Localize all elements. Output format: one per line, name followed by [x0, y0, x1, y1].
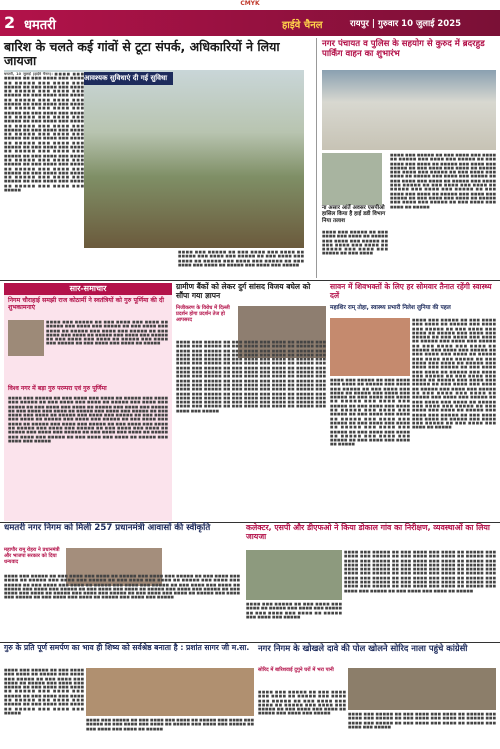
- guru-text2: ■■■■ ■■■ ■■■■■ ■■ ■■■ ■■■■ ■■■ ■■■■ ■■ ■■■■■ ■■■ ■■■■ ■■■ ■■■■■ ■■ ■■■ ■■■■ ■■■ ■■■■ ■■ ■■■■■ ■■■ ■■■■ ■■■ ■■■■■ ■■ ■■■ ■■■■ ■■■ ■■■■ ■■ ■■■■■: [86, 718, 254, 731]
- page-number: 2: [4, 13, 16, 32]
- samachar-item1-head: निगम चौराहाई समझी राज कोठार्मी ने स्वतंत्रियों को गुरु पूर्णिमा की दी शुभकामनाएं: [8, 297, 164, 312]
- lead-text-tail: ■■■■ ■■■ ■■■■■ ■■ ■■■ ■■■■ ■■■ ■■■■ ■■ ■■■■■ ■■■ ■■■■ ■■■ ■■■■■ ■■ ■■■ ■■■■ ■■■ ■■■■ ■■ ■■■■■ ■■■ ■■■■ ■■■ ■■■■■ ■■ ■■■ ■■■■ ■■■ ■■■■ ■■ ■■■■■ ■■■ ■■■■ ■■■ ■■■■■: [178, 250, 304, 267]
- guru-photo: [86, 668, 254, 716]
- awas-text: ■■■■ ■■■ ■■■■■ ■■ ■■■ ■■■■ ■■■ ■■■■ ■■ ■■■■■ ■■■ ■■■■ ■■■ ■■■■■ ■■ ■■■ ■■■■ ■■■ ■■■■ ■■ ■■■■■ ■■■ ■■■■ ■■■ ■■■■■ ■■ ■■■ ■■■■ ■■■ ■■■■ ■■ ■■■■■ ■■■ ■■■■ ■■■ ■■■■■ ■■ ■■■ ■■■■ ■■■ ■■■■ ■■ ■■■■■ ■■■ ■■■■ ■■■ ■■■■■ ■■ ■■■ ■■■■ ■■■ ■■■■ ■■ ■■■■■ ■■■ ■■■■ ■■■ ■■■■■ ■■ ■■■ ■■■■ ■■■ ■■■■ ■■ ■■■■■ ■■■ ■■■■ ■■■ ■■■■■ ■■ ■■■ ■■■■ ■■■ ■■■■ ■■ ■■■■■ ■■■ ■■■■ ■■■ ■■■■■ ■■ ■■■ ■■■■ ■■■ ■■■■ ■■ ■■■■■ ■■■ ■■■■ ■■■ ■■■■■ ■■ ■■■ ■■■■ ■■■ ■■■■ ■■ ■■■■■ ■■■ ■■■■ ■■■ ■■■■■: [4, 574, 240, 600]
- issue-date: रायपुर | गुरुवार 10 जुलाई 2025: [350, 19, 462, 29]
- right-mid-headline: ना असार आंतें अवसर एसपीओ हासिल किया है हाई डडी विभाग निया तलाश: [322, 205, 386, 224]
- top-color-bar: [0, 0, 500, 10]
- collector-text2: ■■■■ ■■■ ■■■■■ ■■ ■■■ ■■■■ ■■■ ■■■■ ■■ ■■■■■ ■■■ ■■■■ ■■■ ■■■■■ ■■ ■■■ ■■■■ ■■■ ■■■■ ■■ ■■■■■ ■■■ ■■■■ ■■■ ■■■■■: [246, 602, 342, 619]
- samachar-label: सार-समाचार: [4, 283, 172, 295]
- samachar-item2-text: ■■■■ ■■■ ■■■■■ ■■ ■■■ ■■■■ ■■■ ■■■■ ■■ ■■■■■ ■■■ ■■■■ ■■■ ■■■■■ ■■ ■■■ ■■■■ ■■■ ■■■■ ■■ ■■■■■ ■■■ ■■■■ ■■■ ■■■■■ ■■ ■■■ ■■■■ ■■■ ■■■■ ■■ ■■■■■ ■■■ ■■■■ ■■■ ■■■■■ ■■ ■■■ ■■■■ ■■■ ■■■■ ■■ ■■■■■ ■■■ ■■■■ ■■■ ■■■■■ ■■ ■■■ ■■■■ ■■■ ■■■■ ■■ ■■■■■ ■■■ ■■■■ ■■■ ■■■■■ ■■ ■■■ ■■■■ ■■■ ■■■■ ■■ ■■■■■ ■■■ ■■■■ ■■■ ■■■■■ ■■ ■■■ ■■■■ ■■■ ■■■■ ■■ ■■■■■ ■■■ ■■■■ ■■■ ■■■■■ ■■ ■■■ ■■■■ ■■■ ■■■■ ■■ ■■■■■ ■■■ ■■■■ ■■■ ■■■■■ ■■ ■■■ ■■■■ ■■■ ■■■■ ■■ ■■■■■ ■■■ ■■■■ ■■■ ■■■■■ ■■ ■■■ ■■■■ ■■■ ■■■■ ■■ ■■■■■ ■■■ ■■■■ ■■■ ■■■■■ ■■ ■■■ ■■■■ ■■■ ■■■■ ■■ ■■■■■ ■■■ ■■■■ ■■■ ■■■■■: [8, 396, 168, 443]
- gramin-headline: ग्रामीण बैंकों को लेकर दुर्ग सांसद विजय बघेल को सौंपा गया ज्ञापन: [176, 282, 311, 300]
- awas-headline: धमतरी नगर निगम को मिली 257 प्रधानमंत्री आवासों की स्वीकृति: [4, 523, 211, 533]
- guru-text: ■■■■ ■■■ ■■■■■ ■■ ■■■ ■■■■ ■■■ ■■■■ ■■ ■■■■■ ■■■ ■■■■ ■■■ ■■■■■ ■■ ■■■ ■■■■ ■■■ ■■■■ ■■ ■■■■■ ■■■ ■■■■ ■■■ ■■■■■ ■■ ■■■ ■■■■ ■■■ ■■■■ ■■ ■■■■■ ■■■ ■■■■ ■■■ ■■■■■ ■■ ■■■ ■■■■ ■■■ ■■■■ ■■ ■■■■■ ■■■ ■■■■ ■■■ ■■■■■ ■■ ■■■ ■■■■ ■■■ ■■■■ ■■ ■■■■■ ■■■ ■■■■ ■■■ ■■■■■: [4, 668, 84, 715]
- guru-headline: गुरु के प्रति पूर्ण समर्पण का भाव ही शिष्य को सर्वश्रेष्ठ बनाता है : प्रशांत सागर जी म.सा.: [4, 643, 250, 652]
- lead-text-col3: [258, 72, 314, 248]
- awas-subhead: महापौर रामू रोहरा ने प्रधानमंत्री और भाजपा सरकार को दिया धन्यवाद: [4, 547, 60, 565]
- cmyk-label: CMYK: [240, 0, 260, 7]
- samachar-item2-head: विश्व नगर में बड़ा गुरु परम्परा एवं गुरु पूर्णिमा: [8, 385, 107, 392]
- nala-photo: [348, 668, 496, 710]
- lead-subhead: आवश्यक सुविधाएं दी गई सुविधा: [78, 72, 173, 85]
- nala-subhead: सोरिद में बारिशवाई दुगुने घरों में भरा पानी: [258, 667, 334, 673]
- collector-photo: [246, 550, 342, 600]
- lead-dateline: धमतरी, 10 जुलाई (हाईवे चैनल)।: [4, 72, 53, 76]
- saavan-photo: [330, 318, 410, 376]
- collector-text: ■■■■ ■■■ ■■■■■ ■■ ■■■ ■■■■ ■■■ ■■■■ ■■ ■■■■■ ■■■ ■■■■ ■■■ ■■■■■ ■■ ■■■ ■■■■ ■■■ ■■■■ ■■ ■■■■■ ■■■ ■■■■ ■■■ ■■■■■ ■■ ■■■ ■■■■ ■■■ ■■■■ ■■ ■■■■■ ■■■ ■■■■ ■■■ ■■■■■ ■■ ■■■ ■■■■ ■■■ ■■■■ ■■ ■■■■■ ■■■ ■■■■ ■■■ ■■■■■ ■■ ■■■ ■■■■ ■■■ ■■■■ ■■ ■■■■■ ■■■ ■■■■ ■■■ ■■■■■ ■■ ■■■ ■■■■ ■■■ ■■■■ ■■ ■■■■■ ■■■ ■■■■ ■■■ ■■■■■ ■■ ■■■ ■■■■ ■■■ ■■■■ ■■ ■■■■■ ■■■ ■■■■ ■■■ ■■■■■ ■■ ■■■ ■■■■ ■■■ ■■■■ ■■ ■■■■■ ■■■ ■■■■ ■■■ ■■■■■ ■■ ■■■ ■■■■ ■■■ ■■■■ ■■ ■■■■■ ■■■ ■■■■ ■■■ ■■■■■ ■■ ■■■ ■■■■ ■■■ ■■■■ ■■ ■■■■■: [344, 550, 496, 593]
- samachar-item1-text: ■■■■ ■■■ ■■■■■ ■■ ■■■ ■■■■ ■■■ ■■■■ ■■ ■■■■■ ■■■ ■■■■ ■■■ ■■■■■ ■■ ■■■ ■■■■ ■■■ ■■■■ ■■ ■■■■■ ■■■ ■■■■ ■■■ ■■■■■ ■■ ■■■ ■■■■ ■■■ ■■■■ ■■ ■■■■■ ■■■ ■■■■ ■■■ ■■■■■ ■■ ■■■ ■■■■ ■■■ ■■■■ ■■ ■■■■■ ■■■ ■■■■ ■■■ ■■■■■ ■■ ■■■ ■■■■ ■■■ ■■■■ ■■ ■■■■■: [46, 320, 168, 346]
- gramin-text: ■■■■ ■■■ ■■■■■ ■■ ■■■ ■■■■ ■■■ ■■■■ ■■ ■■■■■ ■■■ ■■■■ ■■■ ■■■■■ ■■ ■■■ ■■■■ ■■■ ■■■■ ■■ ■■■■■ ■■■ ■■■■ ■■■ ■■■■■ ■■ ■■■ ■■■■ ■■■ ■■■■ ■■ ■■■■■ ■■■ ■■■■ ■■■ ■■■■■ ■■ ■■■ ■■■■ ■■■ ■■■■ ■■ ■■■■■ ■■■ ■■■■ ■■■ ■■■■■ ■■ ■■■ ■■■■ ■■■ ■■■■ ■■ ■■■■■ ■■■ ■■■■ ■■■ ■■■■■ ■■ ■■■ ■■■■ ■■■ ■■■■ ■■ ■■■■■ ■■■ ■■■■ ■■■ ■■■■■ ■■ ■■■ ■■■■ ■■■ ■■■■ ■■ ■■■■■ ■■■ ■■■■ ■■■ ■■■■■ ■■ ■■■ ■■■■ ■■■ ■■■■ ■■ ■■■■■ ■■■ ■■■■ ■■■ ■■■■■ ■■ ■■■ ■■■■ ■■■ ■■■■ ■■ ■■■■■ ■■■ ■■■■ ■■■ ■■■■■ ■■ ■■■ ■■■■ ■■■ ■■■■ ■■ ■■■■■ ■■■ ■■■■ ■■■ ■■■■■ ■■ ■■■ ■■■■ ■■■ ■■■■ ■■ ■■■■■ ■■■ ■■■■ ■■■ ■■■■■ ■■ ■■■ ■■■■ ■■■ ■■■■ ■■ ■■■■■ ■■■ ■■■■ ■■■ ■■■■■ ■■ ■■■ ■■■■ ■■■ ■■■■ ■■ ■■■■■ ■■■ ■■■■ ■■■ ■■■■■ ■■ ■■■ ■■■■ ■■■ ■■■■ ■■ ■■■■■ ■■■ ■■■■ ■■■ ■■■■■ ■■ ■■■ ■■■■ ■■■ ■■■■ ■■ ■■■■■ ■■■ ■■■■ ■■■ ■■■■■ ■■ ■■■ ■■■■ ■■■ ■■■■ ■■ ■■■■■ ■■■ ■■■■ ■■■ ■■■■■: [176, 340, 326, 413]
- column-divider: [316, 38, 317, 278]
- nala-headline: नगर निगम के खोखले दावे की पोल खोलने सोरिद नाला पहुंचे कांग्रेसी: [258, 643, 468, 653]
- section-rule: [0, 280, 500, 281]
- right-mid-text2: ■■■■ ■■■ ■■■■■ ■■ ■■■ ■■■■ ■■■ ■■■■ ■■ ■■■■■ ■■■ ■■■■ ■■■ ■■■■■ ■■ ■■■ ■■■■ ■■■ ■■■■ ■■ ■■■■■ ■■■ ■■■■ ■■■ ■■■■■ ■■ ■■■ ■■■■: [322, 230, 388, 256]
- right-mid-text: ■■■■ ■■■ ■■■■■ ■■ ■■■ ■■■■ ■■■ ■■■■ ■■ ■■■■■ ■■■ ■■■■ ■■■ ■■■■■ ■■ ■■■ ■■■■ ■■■ ■■■■ ■■ ■■■■■ ■■■ ■■■■ ■■■ ■■■■■ ■■ ■■■ ■■■■ ■■■ ■■■■ ■■ ■■■■■ ■■■ ■■■■ ■■■ ■■■■■ ■■ ■■■ ■■■■ ■■■ ■■■■ ■■ ■■■■■ ■■■ ■■■■ ■■■ ■■■■■ ■■ ■■■ ■■■■ ■■■ ■■■■ ■■ ■■■■■ ■■■ ■■■■ ■■■ ■■■■■ ■■ ■■■ ■■■■ ■■■ ■■■■ ■■ ■■■■■ ■■■ ■■■■ ■■■ ■■■■■ ■■ ■■■ ■■■■ ■■■ ■■■■ ■■ ■■■■■ ■■■ ■■■■ ■■■ ■■■■■ ■■ ■■■ ■■■■ ■■■ ■■■■ ■■ ■■■■■ ■■■ ■■■■ ■■■ ■■■■■ ■■ ■■■ ■■■■ ■■■ ■■■■ ■■ ■■■■■: [390, 153, 496, 209]
- paper-name: हाईवे चैनल: [282, 20, 323, 31]
- samachar-photo1: [8, 320, 44, 356]
- saavan-text: ■■■■ ■■■ ■■■■■ ■■ ■■■ ■■■■ ■■■ ■■■■ ■■ ■■■■■ ■■■ ■■■■ ■■■ ■■■■■ ■■ ■■■ ■■■■ ■■■ ■■■■ ■■ ■■■■■ ■■■ ■■■■ ■■■ ■■■■■ ■■ ■■■ ■■■■ ■■■ ■■■■ ■■ ■■■■■ ■■■ ■■■■ ■■■ ■■■■■ ■■ ■■■ ■■■■ ■■■ ■■■■ ■■ ■■■■■ ■■■ ■■■■ ■■■ ■■■■■ ■■ ■■■ ■■■■ ■■■ ■■■■ ■■ ■■■■■ ■■■ ■■■■ ■■■ ■■■■■ ■■ ■■■ ■■■■ ■■■ ■■■■ ■■ ■■■■■ ■■■ ■■■■ ■■■ ■■■■■ ■■ ■■■ ■■■■ ■■■ ■■■■ ■■ ■■■■■ ■■■ ■■■■ ■■■ ■■■■■ ■■ ■■■ ■■■■ ■■■ ■■■■ ■■ ■■■■■ ■■■ ■■■■ ■■■ ■■■■■ ■■ ■■■ ■■■■ ■■■ ■■■■ ■■ ■■■■■ ■■■ ■■■■ ■■■ ■■■■■ ■■ ■■■ ■■■■ ■■■ ■■■■ ■■ ■■■■■ ■■■ ■■■■ ■■■ ■■■■■ ■■ ■■■ ■■■■ ■■■ ■■■■ ■■ ■■■■■ ■■■ ■■■■ ■■■ ■■■■■ ■■ ■■■ ■■■■ ■■■ ■■■■ ■■ ■■■■■ ■■■ ■■■■ ■■■ ■■■■■ ■■ ■■■ ■■■■ ■■■ ■■■■ ■■ ■■■■■ ■■■ ■■■■ ■■■ ■■■■■ ■■ ■■■ ■■■■ ■■■ ■■■■ ■■ ■■■■■: [412, 318, 496, 430]
- lead-text-col1: धमतरी, 10 जुलाई (हाईवे चैनल)। ■■■■ ■■■ ■■■■■ ■■ ■■■ ■■■■ ■■■ ■■■■ ■■ ■■■■■ ■■■ ■■■■ ■■■ ■■■■■ ■■ ■■■ ■■■■ ■■■ ■■■■ ■■ ■■■■■ ■■■ ■■■■ ■■■ ■■■■■ ■■ ■■■ ■■■■ ■■■ ■■■■ ■■ ■■■■■ ■■■ ■■■■ ■■■ ■■■■■ ■■ ■■■ ■■■■ ■■■ ■■■■ ■■ ■■■■■ ■■■ ■■■■ ■■■ ■■■■■ ■■ ■■■ ■■■■ ■■■ ■■■■ ■■ ■■■■■ ■■■ ■■■■ ■■■ ■■■■■ ■■ ■■■ ■■■■ ■■■ ■■■■ ■■ ■■■■■ ■■■ ■■■■ ■■■ ■■■■■ ■■ ■■■ ■■■■ ■■■ ■■■■ ■■ ■■■■■ ■■■ ■■■■ ■■■ ■■■■■ ■■ ■■■ ■■■■ ■■■ ■■■■ ■■ ■■■■■ ■■■ ■■■■ ■■■ ■■■■■ ■■ ■■■ ■■■■ ■■■ ■■■■ ■■ ■■■■■ ■■■ ■■■■ ■■■ ■■■■■ ■■ ■■■ ■■■■ ■■■ ■■■■ ■■ ■■■■■ ■■■ ■■■■ ■■■ ■■■■■ ■■ ■■■ ■■■■ ■■■ ■■■■ ■■ ■■■■■ ■■■ ■■■■ ■■■ ■■■■■ ■■ ■■■ ■■■■ ■■■ ■■■■ ■■ ■■■■■ ■■■ ■■■■ ■■■ ■■■■■ ■■ ■■■ ■■■■ ■■■ ■■■■ ■■ ■■■■■ ■■■ ■■■■ ■■■ ■■■■■: [4, 72, 84, 248]
- gramin-subhead: निजीकरण के विरोध में दिल्ली प्रदर्शन होगा प्रदर्शन तेज हो आपसरद: [176, 305, 230, 323]
- section-title: धमतरी: [24, 18, 56, 33]
- right-top-photo: [322, 70, 496, 150]
- nala-text: ■■■■ ■■■ ■■■■■ ■■ ■■■ ■■■■ ■■■ ■■■■ ■■ ■■■■■ ■■■ ■■■■ ■■■ ■■■■■ ■■ ■■■ ■■■■ ■■■ ■■■■ ■■ ■■■■■ ■■■ ■■■■ ■■■ ■■■■■ ■■ ■■■ ■■■■ ■■■ ■■■■ ■■ ■■■■■ ■■■ ■■■■ ■■■ ■■■■■: [258, 690, 346, 716]
- right-mid-photo: [322, 153, 382, 205]
- saavan-text2: ■■■■ ■■■ ■■■■■ ■■ ■■■ ■■■■ ■■■ ■■■■ ■■ ■■■■■ ■■■ ■■■■ ■■■ ■■■■■ ■■ ■■■ ■■■■ ■■■ ■■■■ ■■ ■■■■■ ■■■ ■■■■ ■■■ ■■■■■ ■■ ■■■ ■■■■ ■■■ ■■■■ ■■ ■■■■■ ■■■ ■■■■ ■■■ ■■■■■ ■■ ■■■ ■■■■ ■■■ ■■■■ ■■ ■■■■■ ■■■ ■■■■ ■■■ ■■■■■ ■■ ■■■ ■■■■ ■■■ ■■■■ ■■ ■■■■■ ■■■ ■■■■ ■■■ ■■■■■ ■■ ■■■ ■■■■ ■■■ ■■■■ ■■ ■■■■■ ■■■ ■■■■ ■■■ ■■■■■ ■■ ■■■ ■■■■ ■■■ ■■■■ ■■ ■■■■■ ■■■ ■■■■ ■■■ ■■■■■ ■■ ■■■ ■■■■ ■■■ ■■■■ ■■ ■■■■■: [330, 378, 410, 447]
- right-top-headline: नगर पंचायत व पुलिस के सहयोग से कुरुद में ब्रदरहुड पार्किंग वाहन का शुभारंभ: [322, 39, 485, 59]
- collector-headline: कलेक्टर, एसपी और डीएफओ ने किया डोकाल गांव का निरीक्षण, व्यवस्थाओं का लिया जायजा: [246, 523, 490, 541]
- saavan-headline: सावन में शिवभक्तों के लिए हर सोमवार तैनात रहेंगी स्वास्थ्य दलें: [330, 282, 492, 300]
- lead-headline: बारिश के चलते कई गांवों से टूटा संपर्क, अधिकारियों ने लिया जायजा: [4, 39, 280, 69]
- saavan-subhead: महाशिर राम् तोहा, स्वास्थ्य प्रभारी निलेश लुनिया की पहल: [330, 305, 451, 311]
- nala-text2: ■■■■ ■■■ ■■■■■ ■■ ■■■ ■■■■ ■■■ ■■■■ ■■ ■■■■■ ■■■ ■■■■ ■■■ ■■■■■ ■■ ■■■ ■■■■ ■■■ ■■■■ ■■ ■■■■■ ■■■ ■■■■ ■■■ ■■■■■ ■■ ■■■ ■■■■ ■■■ ■■■■ ■■ ■■■■■ ■■■ ■■■■ ■■■ ■■■■■: [348, 712, 496, 729]
